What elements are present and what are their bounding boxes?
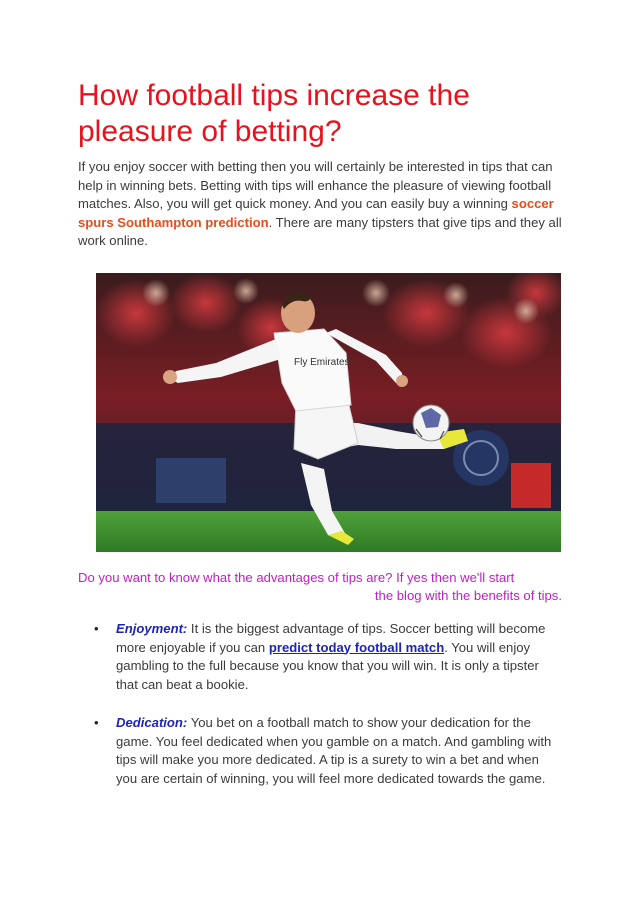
- page-title: How football tips increase the pleasure of betting?: [78, 79, 470, 148]
- bullet-icon: •: [94, 715, 99, 730]
- benefit-text: You bet on a football match to show your dedication for the game. You feel dedicated when you gamble on a match. And gambling with tips will make you more dedicated. A tip is a surety to win a bet and when you are certain of winning, you will feel more dedicated towards the game.: [116, 715, 552, 786]
- shirt-sponsor: Fly Emirates: [294, 357, 350, 368]
- football-player-photo: [96, 273, 561, 552]
- question-line-2: the blog with the benefits of tips.: [374, 588, 562, 603]
- benefit-text-before: It is the biggest advantage of tips. Soccer betting will become more enjoyable if you can: [116, 621, 546, 655]
- list-item-dedication: [78, 714, 562, 788]
- benefit-term: Dedication:: [116, 715, 188, 730]
- benefit-text-after: . You will enjoy gambling to the full because you know that you will win. It is only a tipster that can beat a bookie.: [116, 639, 539, 692]
- predict-match-link[interactable]: predict today football match: [268, 639, 445, 655]
- intro-paragraph: [78, 158, 568, 251]
- bullet-icon: •: [94, 621, 99, 636]
- intro-highlight: soccer spurs Southampton prediction: [78, 196, 554, 230]
- football-icon: [413, 405, 449, 441]
- intro-text-before: If you enjoy soccer with betting then you will certainly be interested in tips that can help in winning bets. Betting with tips will enhance the pleasure of viewing football matches. Also, you will get quick money. And you can easily buy a winning: [78, 159, 553, 211]
- question-line-1: Do you want to know what the advantages of tips are? If yes then we'll start: [78, 570, 515, 585]
- list-item-enjoyment: [78, 620, 562, 694]
- question-paragraph: [78, 569, 562, 605]
- benefit-term: Enjoyment:: [116, 621, 188, 636]
- intro-text-after: . There are many tipsters that give tips and they all work online.: [78, 214, 562, 248]
- document-page: [78, 78, 568, 251]
- benefits-list: [78, 620, 562, 808]
- photo-illustration: [96, 273, 561, 552]
